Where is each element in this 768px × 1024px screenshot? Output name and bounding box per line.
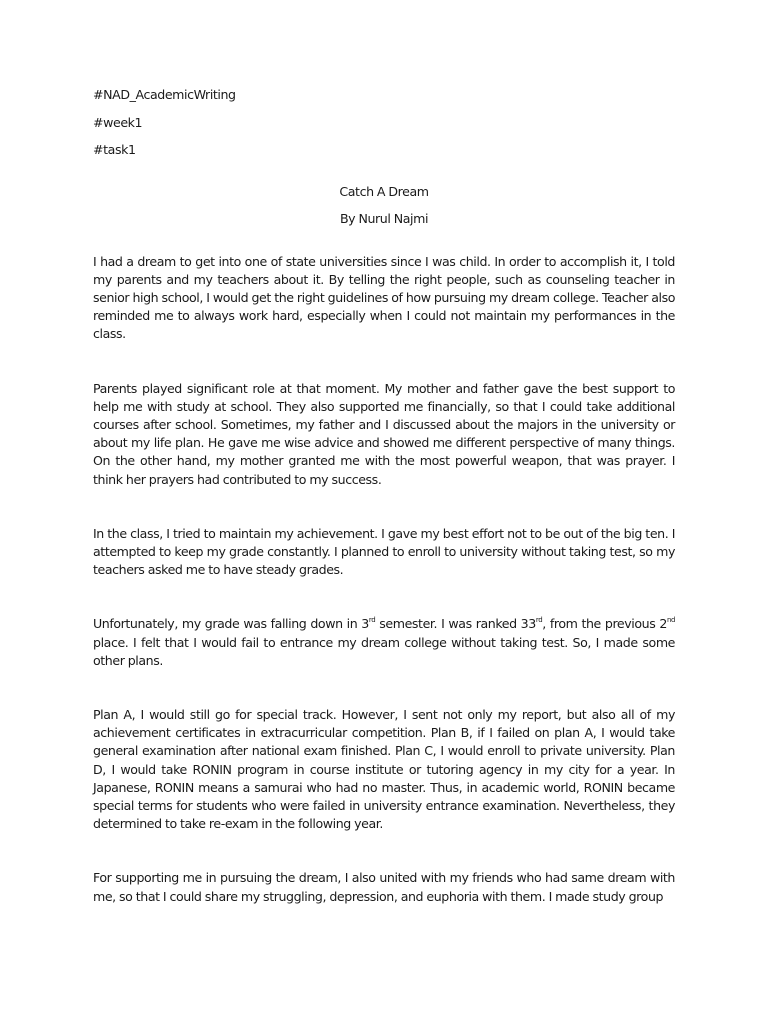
- paragraph-2: Parents played significant role at that moment. My mother and father gave the best support to help me with study at school. They also supported me financially, so that I could take additional courses after school. Sometimes, my father and I discussed about the majors in the university or about my life plan. He gave me wise advice and showed me different perspective of many things. On the other hand, my mother granted me with the most powerful weapon, that was prayer. I think her prayers had contributed to my success.: [93, 380, 675, 487]
- paragraph-4-text-d: place. I felt that I would fail to entrance my dream college without taking test. So, I made some other plans.: [93, 634, 675, 668]
- paragraph-5: Plan A, I would still go for special track. However, I sent not only my report, but also all of my achievement certificates in extracurricular competition. Plan B, if I failed on plan A, I would take general examination after national exam finished. Plan C, I would enroll to private university. Plan D, I would take RONIN program in course institute or tutoring agency in my city for a year. In Japanese, RONIN means a samurai who had no master. Thus, in academic world, RONIN became special terms for students who were failed in university entrance examination. Nevertheless, they determined to take re-exam in the following year.: [93, 706, 675, 832]
- hashtag-academic-writing: #NAD_AcademicWriting: [93, 87, 236, 102]
- document-page: [93, 86, 675, 906]
- paragraph-4-text-a: Unfortunately, my grade was falling down in 3: [93, 616, 369, 632]
- paragraph-4-text-b: semester. I was ranked 33: [375, 616, 536, 632]
- hashtag-task: #task1: [93, 142, 136, 158]
- document-title: Catch A Dream: [339, 183, 429, 199]
- paragraph-3: In the class, I tried to maintain my achievement. I gave my best effort not to be out of the big ten. I attempted to keep my grade constantly. I planned to enroll to university without taking test, so my teachers asked me to have steady grades.: [93, 525, 675, 578]
- ordinal-suffix: rd: [368, 616, 376, 625]
- ordinal-suffix: nd: [666, 616, 676, 625]
- paragraph-6: For supporting me in pursuing the dream, I also united with my friends who had same dream with me, so that I could share my struggling, depression, and euphoria with them. I made study group: [93, 870, 675, 904]
- hashtag-week: #week1: [93, 114, 143, 130]
- paragraph-4-text-c: , from the previous 2: [542, 616, 667, 632]
- paragraph-4: [93, 615, 675, 670]
- title-block: [93, 183, 675, 229]
- author-byline: By Nurul Najmi: [339, 211, 429, 227]
- ordinal-suffix: rd: [535, 616, 543, 625]
- paragraph-1: I had a dream to get into one of state universities since I was child. In order to accomplish it, I told my parents and my teachers about it. By telling the right people, such as counseling teacher in senior high school, I would get the right guidelines of how pursuing my dream college. Teacher also reminded me to always work hard, especially when I could not maintain my performances in the class.: [93, 253, 675, 342]
